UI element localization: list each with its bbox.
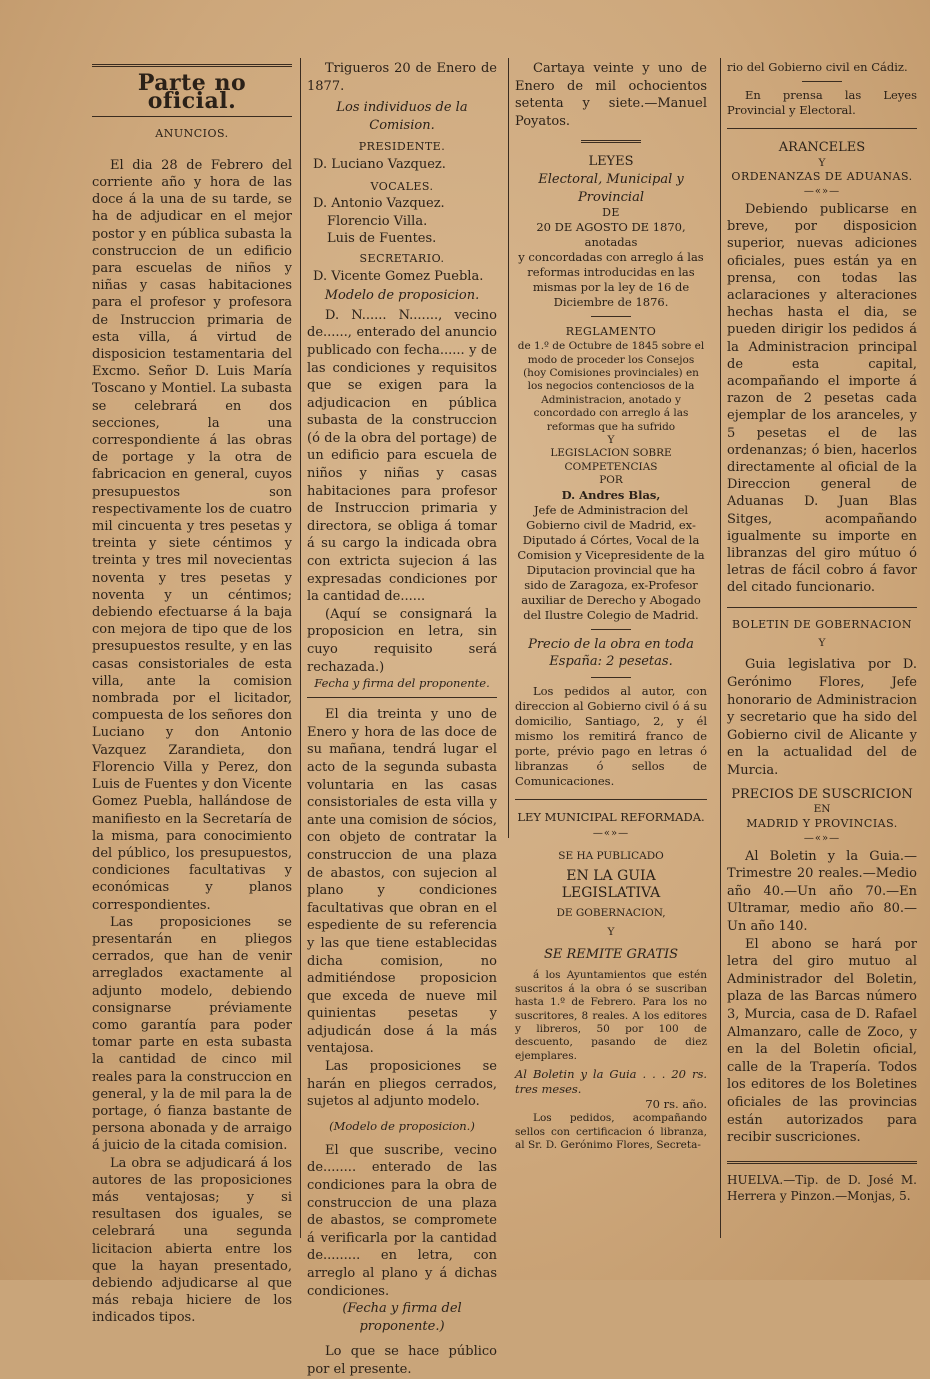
de-gob: DE GOBERNACION, [556,907,666,919]
por: POR [599,474,623,487]
paragraph: Las proposiciones se harán en pliegos cerrados, sujetos al adjunto modelo. [307,1059,497,1110]
author: D. Andres Blas, [561,487,661,502]
double-rule [727,1161,917,1164]
modelo2-text: El que suscribe, vecino de........ enterado de las condiciones para la obra de construccion de una plaza de abastos, se compromete á verificarla por la cantidad de......... en letra, con arreglo al plano y á dichas condiciones. [307,1142,497,1299]
modelo2-title: (Modelo de proposicion.) [329,1118,475,1133]
aranceles-text: Debiendo publicarse en breve, por disposicion superior, nuevas adiciones oficiales, pues están ya en prensa, con todas las aclaraciones y alteraciones hechas hasta el dia, se pueden dirigir los pedidos á la Administracion principal de esta capital, acompañando el importe á razon de 2 pesetas cada ejemplar de los aranceles, y 5 pesetas el de las ordenanzas; ó bien, hacerlos directamente al oficial de la Direccion general de Aduanas D. Juan Blas Sitges, acompañando igualmente su importe en libranzas del giro mútuo ó letras de fácil cobro á favor del citado funcionario. [727,202,917,596]
imprenta: HUELVA.—Tip. de D. José M. Herrera y Pinzon.—Monjas, 5. [727,1172,917,1203]
y: Y [607,434,615,446]
paragraph: Las proposiciones se presentarán en pliegos cerrados, que han de venir arreglados exactamente al adjunto modelo, debiendo consignarse préviamente como garantía para poder tomar parte en esta subasta la cantidad de cinco mil reales para la construccion en general, y la de mil para la de portage, ó fianza bastante de persona abonada y de arraigo á juicio de la citada comision. [92,914,292,1154]
guia-title: EN LA GUIA LEGISLATIVA [561,867,661,902]
reglamento-title: REGLAMENTO [565,324,657,338]
short-rule [591,677,631,678]
publicado: SE HA PUBLICADO [558,850,664,863]
column-rule [508,58,509,838]
modelo-title: Modelo de proposicion. [324,288,480,304]
legislacion: LEGISLACION SOBRE COMPETENCIAS [550,447,672,473]
double-rule [92,64,292,67]
firma-line: (Fecha y firma del proponente.) [342,1301,462,1334]
paragraph: El dia 28 de Febrero del corriente año y hora de las doce á la una de su tarde, se ha de adjudicar en el mejor postor y en pública subasta la construccion de un edificio para escuelas de niños y niñas y casas habitaciones para el profesor y profesora de Instruccion primaria de esta villa, á virtud de disposicion testamentaria del Excmo. Señor D. Luis María Toscano y Montiel. La subasta se celebrará en dos secciones, la una correspondiente á las obras de portage y la otra de fabricacion en general, cuyos presupuestos son respectivamente los de cuatro mil cincuenta y tres pesetas y treinta y siete céntimos y treinta y tres mil novecientas noventa y tres pesetas y noventa y un céntimos; debiendo efectuarse á la baja con mejora de tipo que de los presupuestos resulte, y en las casas consistoriales de esta villa, ante la comision nombrada por el licitador, compuesta de los señores don Luciano y don Antonio Vazquez Zarandieta, don Florencio Villa y Perez, don Luis de Fuentes y don Vicente Gomez Puebla, hallándose de manifiesto en la Secretaría de la misma, para conocimiento del público, los presupuestos, condiciones facultativas y económicas y planos correspondientes. [92,157,292,913]
madrid: MADRID Y PROVINCIAS. [746,816,898,830]
ayuntamientos: á los Ayuntamientos que estén suscritos á la obra ó se suscriban hasta 1.º de Febrero. Para los no suscritores, 8 reales. A los editores y libreros, 50 por 100 de descuento, pasando de diez ejemplares. [515,969,707,1062]
column-4 [727,60,917,1204]
author-desc: Jefe de Administracion del Gobierno civil de Madrid, ex-Diputado á Córtes, Vocal de la Comision y Vicepresidente de la Diputacion provincial que ha sido de Zaragoza, ex-Profesor auxiliar de Derecho y Abogado del Ilustre Colegio de Madrid. [517,502,705,622]
concordadas: y concordadas con arreglo á las reformas introducidas en las mismas por la ley de 16 de Diciembre de 1876. [518,249,704,309]
vocal-name: D. Antonio Vazquez. [313,196,445,212]
date-line: Trigueros 20 de Enero de 1877. [307,61,497,94]
modelo-text: D. N...... N......., vecino de......, enterado del anuncio publicado con fecha...... y de las condiciones y requisitos que se exigen para la adjudicacion en pública subasta de la construccion (ó de la obra del portage) de un edificio para escuela de niños y niñas y casas habitaciones para profesor de Instruccion primaria y directora, se obliga á tomar á su cargo la indicada obra con extricta sujecion á las expresadas condiciones por la cantidad de...... [307,307,497,605]
de: DE [602,206,620,220]
short-rule [591,629,631,630]
column-2 [307,60,497,1379]
abono-text: El abono se hará por letra del giro mutuo al Administrador del Boletin, plaza de las Barcas número 3, Murcia, casa de D. Rafael Almanzaro, calle de Zoco, y en la del Boletin oficial, calle de la Trapería. Todos los editores de los Boletines oficiales de las provincias están autorizados para recibir suscriciones. [727,936,917,1146]
leyes-title: LEYES [588,154,634,170]
paragraph: La obra se adjudicará á los autores de las proposiciones más ventajosas; y si resultasen dos iguales, se celebrará una segunda licitacion abierta entre los que la hayan presentado, debiendo adjudicarse al que más rebaja hiciere de los indicados tipos. [92,1155,292,1326]
precios-title: PRECIOS DE SUSCRICION [731,786,913,802]
precio: Precio de la obra en toda España: 2 pesetas. [528,636,694,670]
short-rule [581,140,641,143]
paragraph: Cartaya veinte y uno de Enero de mil ochocientos setenta y siete.—Manuel Poyatos. [515,61,707,129]
vocal-name: Luis de Fuentes. [327,231,437,247]
y: Y [818,156,826,169]
presidente-label: PRESIDENTE. [358,140,446,154]
ordenanzas-title: ORDENANZAS DE ADUANAS. [731,170,913,183]
y: Y [818,637,826,650]
leyes-subtitle: Electoral, Municipal y Provincial [538,171,684,205]
divider [515,799,707,800]
gratis: SE REMITE GRATIS [543,946,679,962]
section-title: Parte no oficial. [137,70,247,114]
divider [727,128,917,129]
modelo-note: (Aquí se consignará la proposicion en letra, sin cuyo requisito será rechazada.) [307,606,497,675]
en: EN [813,803,831,816]
fecha-ley: 20 DE AGOSTO DE 1870, [536,219,686,234]
ornament: —«»— [592,827,630,839]
column-rule [300,58,301,1238]
guia-text: Guia legislativa por D. Gerónimo Flores, Jefe honorario de Administracion y secretario que ha sido del Gobierno civil de Alicante y en la actualidad del de Murcia. [727,657,917,779]
firma-line: Fecha y firma del proponente. [314,676,490,691]
divider [307,697,497,698]
boletin-title: BOLETIN DE GOBERNACION [732,617,912,631]
paragraph: El dia treinta y uno de Enero y hora de las doce de su mañana, tendrá lugar el acto de la segunda subasta voluntaria en las casas consistoriales de esta villa y ante una comision de sócios, con objeto de contratar la construccion de una plaza de abastos, con sujecion al plano y condiciones facultativas que obran en el espediente de su referencia y las que tiene establecidas dicha comision, no admitiéndose proposicion que exceda de nueve mil quinientas pesetas y adjudicán dose á la más ventajosa. [307,707,497,1057]
y: Y [607,926,615,939]
price-label: Al Boletin y la Guia . . . [515,1067,666,1082]
price-line [515,1067,707,1097]
aranceles-title: ARANCELES [778,140,866,155]
precios-text: Al Boletin y la Guia.—Trimestre 20 reales.—Medio año 40.—Un año 70.—En Ultramar, medio año 80.—Un año 140. [727,848,917,935]
price-value: 20 rs. tres meses. [515,1067,708,1097]
anotadas: anotadas [584,234,638,249]
divider [92,116,292,117]
signers: Los individuos de la Comision. [336,100,468,133]
subtitle: ANUNCIOS. [155,127,229,141]
vocal-name: Florencio Villa. [327,213,428,229]
secretario-label: SECRETARIO. [359,251,445,265]
pedidos2: Los pedidos, acompañando sellos con certificacion ó libranza, al Sr. D. Gerónimo Flores, Secreta- [515,1112,707,1152]
price-value: 70 rs. año. [645,1097,707,1112]
pedidos: Los pedidos al autor, con direccion al Gobierno civil ó á su domicilio, Santiago, 2, y él mismo los remitirá franco de porte, prévio pago en letras ó libranzas ó sellos de Comunicaciones. [515,683,707,788]
secretario-name: D. Vicente Gomez Puebla. [313,268,484,284]
prensa: En prensa las Leyes Provincial y Electoral. [727,88,917,117]
continuation: rio del Gobierno civil en Cádiz. [727,60,908,74]
divider [727,607,917,608]
vocales-label: VOCALES. [370,179,434,193]
column-3 [515,60,707,1152]
ornament: —«»— [803,186,841,198]
short-rule [591,316,631,317]
closing-line: Lo que se hace público por el presente. [307,1344,497,1377]
column-1 [92,60,292,1327]
column-rule [720,58,721,1238]
presidente-name: D. Luciano Vazquez. [313,156,446,172]
ley-municipal: LEY MUNICIPAL REFORMADA. [517,809,705,824]
short-rule [802,81,842,82]
reglamento-text: de 1.º de Octubre de 1845 sobre el modo de proceder los Consejos (hoy Comisiones provinciales) en los negocios contenciosos de la Administracion, anotado y concordado con arreglo á las reformas que ha sufrido [517,340,705,433]
ornament: —«»— [803,833,841,845]
